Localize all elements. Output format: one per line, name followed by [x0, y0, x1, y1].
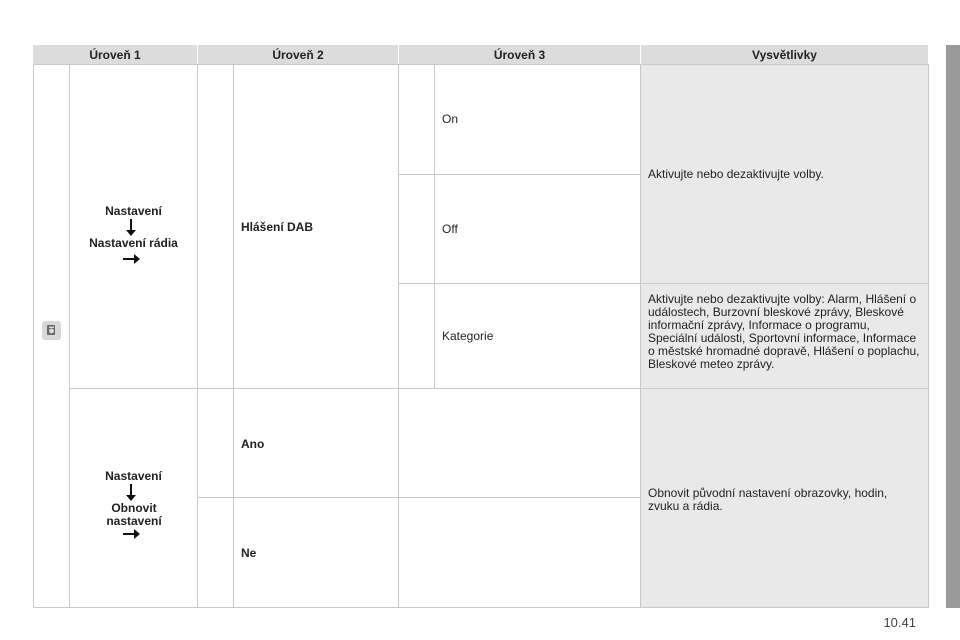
level2-ne: Ne — [241, 546, 257, 560]
page-side-tab — [946, 45, 960, 608]
section1-arrow-down-icon — [130, 219, 132, 231]
section2-arrow-down-icon — [130, 484, 132, 496]
page-number: 10.41 — [883, 615, 916, 630]
section2-menu-top: Nastavení — [105, 469, 162, 483]
level2-ano: Ano — [241, 437, 265, 451]
section2-menu-sub: Obnovit nastavení — [106, 501, 162, 528]
table-right-border — [928, 64, 929, 608]
section2-arrow-right-icon — [123, 533, 135, 535]
section1-menu-top: Nastavení — [105, 204, 162, 218]
settings-icon-glyph — [42, 321, 61, 340]
header-level1: Úroveň 1 — [33, 45, 197, 64]
section1-level2: Hlášení DAB — [241, 220, 314, 234]
table-bottom-border — [33, 607, 928, 608]
level2-divider — [398, 64, 399, 608]
row-divider-off-categories — [398, 283, 928, 284]
level1-divider — [197, 64, 198, 608]
section1-menu-sub: Nastavení rádia — [89, 236, 178, 250]
header-level2: Úroveň 2 — [198, 45, 398, 64]
level3-spacer-divider — [434, 64, 435, 388]
icon-column-divider — [69, 64, 70, 608]
explanation-reset: Obnovit původní nastavení obrazovky, hodin, zvuku a rádia. — [648, 486, 888, 513]
section-divider — [69, 388, 928, 389]
table-top-border — [33, 64, 928, 65]
level3-on: On — [442, 112, 459, 126]
row-divider-on-off — [398, 174, 640, 175]
level2-spacer-divider — [233, 64, 234, 608]
level3-categories: Kategorie — [442, 329, 494, 343]
table-left-border — [33, 64, 34, 608]
section1-arrow-right-icon — [123, 258, 135, 260]
level3-divider — [640, 64, 641, 608]
header-explanations: Vysvětlivky — [641, 45, 928, 64]
explanation-onoff: Aktivujte nebo dezaktivujte volby. — [648, 167, 824, 181]
settings-icon — [42, 321, 61, 340]
explanation-categories: Aktivujte nebo dezaktivujte volby: Alarm, Hlášení o událostech, Burzovní bleskové zprávy, Bleskové informační zprávy, Informace o programu, Speciální události, Sportovní informace, Informace o městské hromadné dopravě, Hlášení o poplachu, Bleskové meteo zprávy. — [648, 292, 920, 371]
level3-off: Off — [442, 222, 458, 236]
header-level3: Úroveň 3 — [399, 45, 640, 64]
row-divider-ano-ne — [197, 497, 640, 498]
